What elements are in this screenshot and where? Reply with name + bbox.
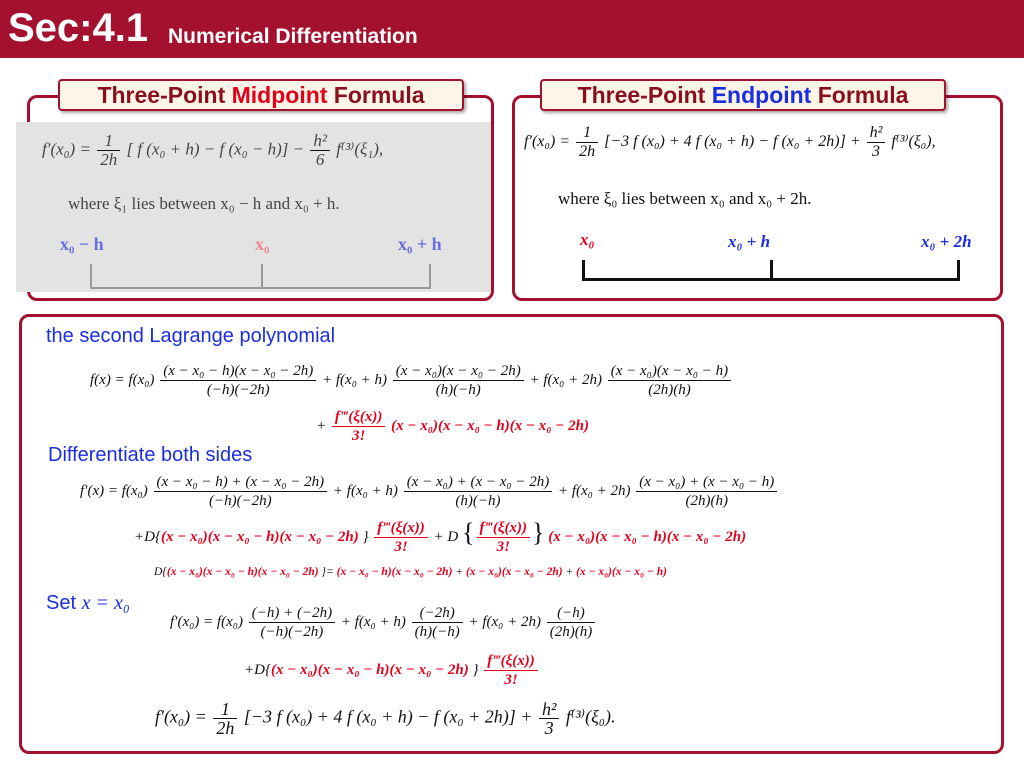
- brace-close: }: [532, 518, 545, 547]
- lagrange-term2-fraction: $\frac{\text{(x − x₀)(x − x₀ − 2h)}}{(h)(-h)}$: [393, 362, 524, 399]
- header-bar: [0, 0, 1024, 58]
- midpoint-body: [ f (x₀ + h) − f (x₀ − h)] −: [126, 139, 305, 159]
- set-row2-fraction: $\frac{f‴(\xi(x))}{3!}$: [484, 652, 538, 689]
- lagrange-error-fraction: $\frac{f‴(\xi(x))}{3!}$: [332, 408, 386, 445]
- midpoint-formula: [42, 132, 383, 169]
- derivative-term2-fraction: $\frac{\text{(x − x₀) + (x − x₀ − 2h)}}{(h)(-h)}$: [404, 473, 553, 510]
- lagrange-error-tail: (x − x₀)(x − x₀ − h)(x − x₀ − 2h): [391, 417, 589, 434]
- derivative-row1: f′(x) = f(x₀) $\frac{\text{(x − x₀ − h) + (x − x₀ − 2h)}}{(-h)(-2h)}$ + f(x₀ + h) $\frac{\text{(x − x₀) + (x − x₀ − 2h)}}{(h)(-h)}$ + f(x₀ + 2h) $\frac{\text{(x − x₀) + (x − x₀ − h)}}{(2h)(h)}$: [80, 473, 779, 510]
- brace-open: {: [462, 518, 475, 547]
- midpoint-lhs: f′(x₀) =: [42, 139, 91, 159]
- lagrange-term3-fraction: $\frac{\text{(x − x₀)(x − x₀ − h)}}{(2h)(h)}$: [608, 362, 731, 399]
- set-row1: f′(x₀) = f(x₀) $\frac{(-h) + (-2h)}{(-h)(-2h)}$ + f(x₀ + h) $\frac{(-2h)}{(h)(-h)}$ + f(x₀ + 2h) $\frac{(-h)}{(2h)(h)}$: [170, 604, 597, 641]
- midpoint-error-term: f⁽³⁾(ξ₁),: [336, 139, 384, 159]
- endpoint-fraction: $\frac{1}{2h}$: [576, 124, 598, 161]
- endpoint-error-term: f⁽³⁾(ξ₀),: [891, 133, 936, 151]
- endpoint-error-fraction: $\frac{\text{h²}}{3}$: [867, 124, 886, 161]
- midpoint-axis-right-label: x₀ + h: [398, 234, 442, 254]
- midpoint-axis-tick-left: [90, 264, 92, 289]
- endpoint-axis-mid-label: x₀ + h: [728, 232, 771, 251]
- set-term2-fraction: $\frac{(-2h)}{(h)(-h)}$: [412, 604, 463, 641]
- endpoint-where: where ξ₀ lies between x₀ and x₀ + 2h.: [558, 189, 812, 208]
- endpoint-axis-tick-mid: [770, 260, 773, 280]
- heading-differentiate: Differentiate both sides: [48, 444, 253, 466]
- endpoint-axis-right-label: x₀ + 2h: [921, 232, 972, 251]
- set-term1-fraction: $\frac{(-h) + (-2h)}{(-h)(-2h)}$: [249, 604, 335, 641]
- endpoint-axis-tick-right: [957, 260, 960, 280]
- derivative-term3-fraction: $\frac{\text{(x − x₀) + (x − x₀ − h)}}{(2h)(h)}$: [636, 473, 777, 510]
- endpoint-lhs: f′(x₀) =: [524, 133, 571, 151]
- midpoint-axis-tick-mid: [261, 264, 263, 289]
- set-row2: +D{(x − x₀)(x − x₀ − h)(x − x₀ − 2h) } $\frac{f‴(\xi(x))}{3!}$: [244, 652, 540, 689]
- midpoint-axis-left-label: x₀ − h: [60, 234, 104, 254]
- lagrange-term1-fraction: $\frac{\text{(x − x₀ − h)(x − x₀ − 2h)}}{(-h)(-2h)}$: [160, 362, 316, 399]
- endpoint-body: [−3 f (x₀) + 4 f (x₀ + h) − f (x₀ + 2h)] +: [604, 133, 861, 151]
- derivative-row2: +D{(x − x₀)(x − x₀ − h)(x − x₀ − 2h) } $\frac{f‴(\xi(x))}{3!}$ + D { $\frac{f‴(\xi(x))}{3!}$ } (x − x₀)(x − x₀ − h)(x − x₀ − 2h): [134, 518, 747, 556]
- endpoint-axis-tick-left: [582, 260, 585, 280]
- derivative-term1-fraction: $\frac{\text{(x − x₀ − h) + (x − x₀ − 2h)}}{(-h)(-2h)}$: [154, 473, 328, 510]
- midpoint-axis-line: [90, 287, 430, 289]
- midpoint-axis-tick-right: [429, 264, 431, 289]
- heading-set-x: Set x = x₀: [46, 592, 130, 614]
- final-fraction: $\frac{1}{2h}$: [213, 700, 237, 737]
- midpoint-axis-mid-label: x₀: [255, 234, 270, 254]
- section-number: Sec:4.1: [8, 6, 149, 50]
- set-term3-fraction: $\frac{(-h)}{(2h)(h)}$: [547, 604, 595, 641]
- lagrange-row1: f(x) = f(x₀) $\frac{\text{(x − x₀ − h)(x − x₀ − 2h)}}{(-h)(-2h)}$ + f(x₀ + h) $\frac{\text{(x − x₀)(x − x₀ − 2h)}}{(h)(-h)}$ + f(x₀ + 2h) $\frac{\text{(x − x₀)(x − x₀ − h)}}{(2h)(h)}$: [90, 362, 733, 399]
- midpoint-fraction: $\frac{1}{2h}$: [97, 132, 120, 169]
- endpoint-formula: [524, 124, 936, 161]
- section-title: Numerical Differentiation: [168, 25, 418, 48]
- endpoint-title-tab: Three-Point Endpoint Formula: [540, 79, 946, 111]
- endpoint-axis-left-label: x₀: [580, 230, 595, 249]
- midpoint-where: where ξ₁ lies between x₀ − h and x₀ + h.: [68, 194, 340, 213]
- derivative-row2-fraction: $\frac{f‴(\xi(x))}{3!}$: [374, 519, 428, 556]
- derivative-row2-braced-fraction: $\frac{f‴(\xi(x))}{3!}$: [477, 519, 531, 556]
- derivative-product-rule: D{(x − x₀)(x − x₀ − h)(x − x₀ − 2h) }= (x − x₀ − h)(x − x₀ − 2h) + (x − x₀)(x − x₀ − 2h) + (x − x₀)(x − x₀ − h): [154, 566, 667, 578]
- midpoint-title-tab: Three-Point Midpoint Formula: [58, 79, 464, 111]
- heading-lagrange: the second Lagrange polynomial: [46, 325, 336, 347]
- final-formula: f′(x₀) = $\frac{1}{2h}$ [−3 f (x₀) + 4 f (x₀ + h) − f (x₀ + 2h)] + $\frac{\text{h²}}{3}$ f⁽³⁾(ξ₀).: [155, 699, 616, 738]
- final-error-fraction: $\frac{\text{h²}}{3}$: [539, 700, 559, 737]
- lagrange-row2: + $\frac{f‴(\xi(x))}{3!}$ (x − x₀)(x − x₀ − h)(x − x₀ − 2h): [316, 409, 589, 444]
- midpoint-error-fraction: $\frac{\text{h²}}{6}$: [310, 132, 330, 169]
